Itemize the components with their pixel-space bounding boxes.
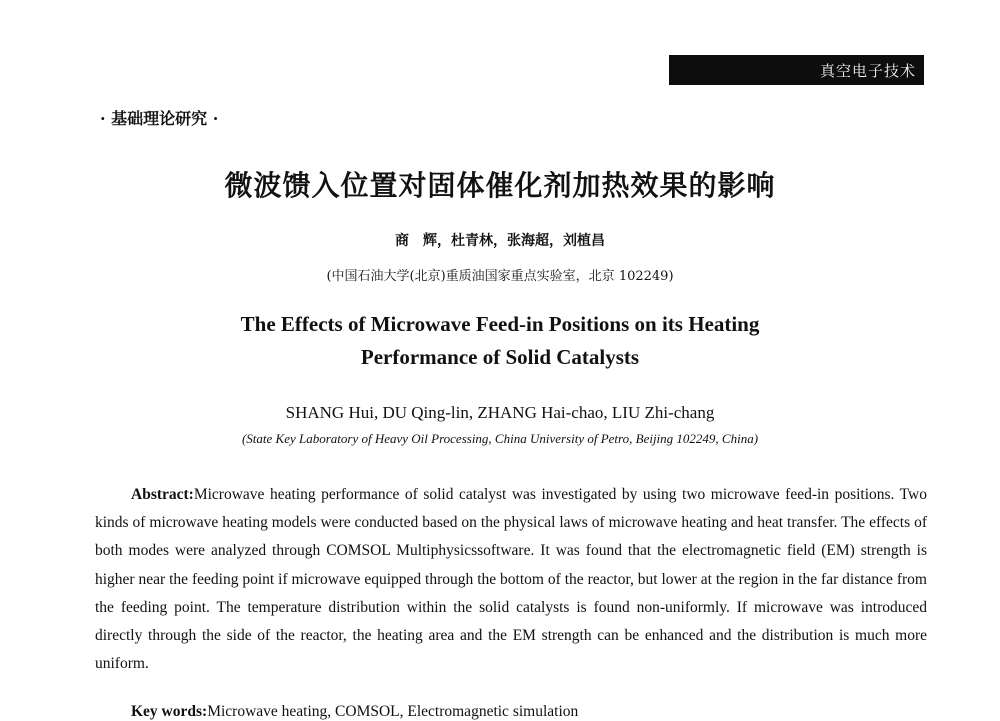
english-title-line-2: Performance of Solid Catalysts [360,345,640,369]
english-title-line-1: The Effects of Microwave Feed-in Positions on its Heating [240,312,760,336]
journal-name: 真空电子技术 [819,61,916,80]
keywords-line [131,703,578,721]
keywords-text: Microwave heating, COMSOL, Electromagnetic simulation [207,703,579,720]
english-affiliation: (State Key Laboratory of Heavy Oil Processing, China University of Petro, Beijing 102249, China) [241,431,759,446]
english-title [0,308,1000,374]
chinese-title: 微波馈入位置对固体催化剂加热效果的影响 [224,169,776,202]
abstract-text: Microwave heating performance of solid catalyst was investigated by using two microwave feed-in positions. Two kinds of microwave heating models were conducted based on the physical laws of microwave heating and heat transfer. The effects of both modes were analyzed through COMSOL Multiphysicssoftware. It was found that the electromagnetic field (EM) strength is higher near the feeding point if microwave equipped through the bottom of the reactor, but lower at the region in the far distance from the feeding point. The temperature distribution within the solid catalysts is found non-uniformly. If microwave was introduced directly through the side of the reactor, the heating area and the EM strength can be enhanced and the distribution is much more uniform. [95,486,927,673]
section-label: · 基础理论研究 · [100,109,219,128]
keywords-label: Key words: [131,703,208,720]
abstract-label: Abstract: [131,486,194,503]
chinese-affiliation: (中国石油大学(北京)重质油国家重点实验室，北京 102249) [326,269,674,284]
journal-name-banner [669,55,924,85]
abstract-paragraph [95,481,927,678]
chinese-authors: 商 辉，杜青林，张海超，刘植昌 [395,233,605,249]
english-authors: SHANG Hui, DU Qing-lin, ZHANG Hai-chao, LIU Zhi-chang [285,403,715,422]
